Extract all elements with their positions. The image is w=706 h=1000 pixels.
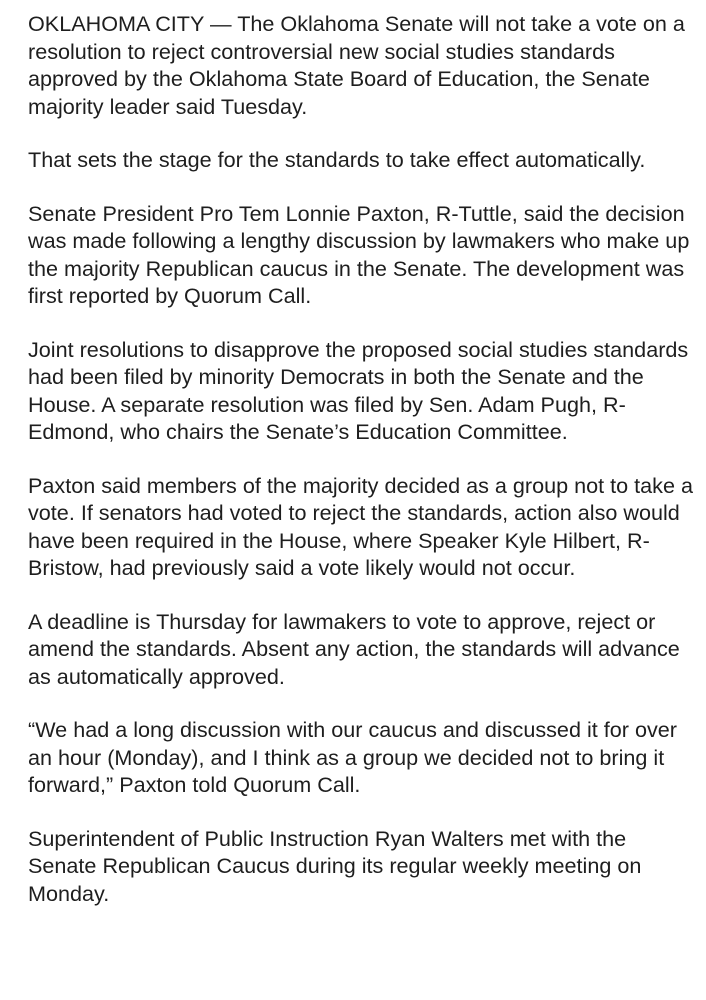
article-paragraph: Senate President Pro Tem Lonnie Paxton, R-Tuttle, said the decision was made following a lengthy discussion by lawmakers who make up the majority Republican caucus in the Senate. The development was first reported by Quorum Call. (28, 200, 690, 308)
article-paragraph-quote: “We had a long discussion with our caucus and discussed it for over an hour (Monday), and I think as a group we decided not to bring it forward,” Paxton told Quorum Call. (28, 717, 677, 797)
article-paragraph-lede: OKLAHOMA CITY — The Oklahoma Senate will not take a vote on a resolution to reject controversial new social studies standards approved by the Oklahoma State Board of Education, the Senate majority leader said Tuesday. (28, 11, 685, 119)
article-paragraph: Paxton said members of the majority decided as a group not to take a vote. If senators had voted to reject the standards, action also would have been required in the House, where Speaker Kyle Hilbert, R-Bristow, had previously said a vote likely would not occur. (28, 472, 693, 580)
article-paragraph: Joint resolutions to disapprove the proposed social studies standards had been filed by minority Democrats in both the Senate and the House. A separate resolution was filed by Sen. Adam Pugh, R-Edmond, who chairs the Senate’s Education Committee. (28, 336, 689, 444)
article-paragraph: Superintendent of Public Instruction Ryan Walters met with the Senate Republican Caucus during its regular weekly meeting on Monday. (28, 825, 642, 906)
article-paragraph: That sets the stage for the standards to take effect automatically. (28, 147, 646, 172)
article-paragraph: A deadline is Thursday for lawmakers to vote to approve, reject or amend the standards. Absent any action, the standards will advance as automatically approved. (28, 608, 680, 689)
article-body (28, 10, 698, 907)
